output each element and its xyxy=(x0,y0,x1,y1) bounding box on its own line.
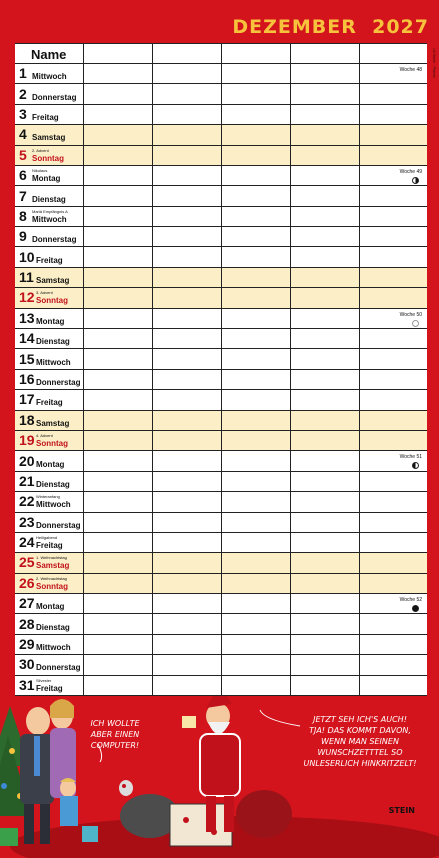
weekday-name: Samstag xyxy=(36,276,70,286)
column-divider xyxy=(152,370,153,389)
column-divider xyxy=(83,227,84,246)
column-divider xyxy=(290,533,291,552)
column-divider xyxy=(359,227,360,246)
day-row[interactable] xyxy=(15,614,427,634)
column-divider xyxy=(152,635,153,654)
weekday-name: Donnerstag xyxy=(32,235,77,245)
column-divider xyxy=(83,676,84,695)
day-number: 3 xyxy=(19,105,27,122)
column-divider xyxy=(221,207,222,226)
day-number: 5 xyxy=(19,146,27,163)
day-row[interactable] xyxy=(15,370,427,390)
column-divider xyxy=(221,84,222,103)
weekday-name: Samstag xyxy=(36,418,70,428)
weekday-name: Donnerstag xyxy=(36,377,81,387)
day-row[interactable] xyxy=(15,268,427,288)
column-divider xyxy=(83,268,84,287)
weekday-name: Sonntag xyxy=(32,153,64,163)
weekday-name: Mittwoch xyxy=(32,214,67,224)
column-divider xyxy=(359,451,360,470)
weekday-name: Donnerstag xyxy=(32,92,77,102)
column-divider xyxy=(152,125,153,144)
column-divider xyxy=(290,614,291,633)
column-divider xyxy=(83,390,84,409)
column-divider xyxy=(152,390,153,409)
column-divider xyxy=(290,553,291,572)
column-divider xyxy=(152,186,153,205)
column-divider xyxy=(221,533,222,552)
day-number: 15 xyxy=(19,350,35,367)
column-divider xyxy=(152,472,153,491)
day-number: 25 xyxy=(19,554,35,571)
day-number: 4 xyxy=(19,126,27,143)
column-divider xyxy=(359,513,360,532)
column-divider xyxy=(152,349,153,368)
holiday-label: 3. Advent xyxy=(36,290,53,296)
day-number: 20 xyxy=(19,452,35,469)
week-number: Woche 50 xyxy=(399,311,422,318)
column-divider xyxy=(221,125,222,144)
column-divider xyxy=(221,166,222,185)
weekday-name: Mittwoch xyxy=(36,357,71,367)
holiday-label: 4. Advent xyxy=(36,432,53,438)
column-divider xyxy=(152,676,153,695)
column-divider xyxy=(359,431,360,450)
weekday-name: Freitag xyxy=(36,398,63,408)
column-divider xyxy=(359,574,360,593)
holiday-label: Winteranfang xyxy=(36,494,60,500)
column-divider xyxy=(290,472,291,491)
day-number: 30 xyxy=(19,656,35,673)
day-row[interactable] xyxy=(15,349,427,369)
column-divider xyxy=(83,594,84,613)
column-divider xyxy=(83,451,84,470)
grid-header-row xyxy=(15,43,427,64)
month-title: DEZEMBER 2027 xyxy=(232,16,429,38)
day-number: 19 xyxy=(19,432,35,449)
day-row[interactable] xyxy=(15,472,427,492)
column-divider xyxy=(221,146,222,165)
column-divider xyxy=(221,227,222,246)
column-divider xyxy=(221,676,222,695)
name-column-label: Name xyxy=(31,47,67,62)
column-divider xyxy=(221,492,222,511)
column-divider xyxy=(290,574,291,593)
column-divider xyxy=(152,105,153,124)
column-divider xyxy=(290,227,291,246)
column-divider xyxy=(359,64,360,83)
weekday-name: Samstag xyxy=(32,133,66,143)
day-row[interactable] xyxy=(15,105,427,125)
column-divider xyxy=(83,370,84,389)
column-divider xyxy=(83,411,84,430)
weekday-name: Freitag xyxy=(36,683,63,693)
day-number: 21 xyxy=(19,472,35,489)
weekday-name: Freitag xyxy=(36,255,63,265)
column-divider xyxy=(152,207,153,226)
day-number: 26 xyxy=(19,574,35,591)
column-divider xyxy=(290,370,291,389)
column-divider xyxy=(152,574,153,593)
column-divider xyxy=(83,614,84,633)
column-divider xyxy=(83,186,84,205)
column-divider xyxy=(83,105,84,124)
column-divider xyxy=(152,533,153,552)
column-divider xyxy=(290,655,291,674)
column-divider xyxy=(359,146,360,165)
column-divider xyxy=(152,309,153,328)
column-divider xyxy=(221,349,222,368)
column-divider xyxy=(359,166,360,185)
day-row[interactable] xyxy=(15,431,427,451)
day-number: 10 xyxy=(19,248,35,265)
day-row[interactable] xyxy=(15,125,427,145)
column-divider xyxy=(359,288,360,307)
day-row[interactable] xyxy=(15,553,427,573)
column-divider xyxy=(359,533,360,552)
day-row[interactable] xyxy=(15,574,427,594)
holiday-label: 1. Weihnachtstag xyxy=(36,555,67,561)
column-divider xyxy=(290,207,291,226)
column-divider xyxy=(290,125,291,144)
column-divider xyxy=(221,431,222,450)
column-divider xyxy=(83,309,84,328)
column-divider xyxy=(221,594,222,613)
speech-bubble-right: JETZT SEH ICH'S AUCH! TJA! DAS KOMMT DAVON, WENN MAN SEINEN WUNSCHZETTTEL SO UNLESERLICH HINKRITZELT! xyxy=(303,715,417,768)
holiday-label: Silvester xyxy=(36,677,52,683)
weekday-name: Mittwoch xyxy=(36,500,71,510)
column-divider xyxy=(221,268,222,287)
weekday-name: Dienstag xyxy=(36,337,70,347)
day-row[interactable] xyxy=(15,655,427,675)
column-divider xyxy=(152,329,153,348)
day-row[interactable] xyxy=(15,329,427,349)
column-divider xyxy=(359,309,360,328)
weekday-name: Sonntag xyxy=(36,581,68,591)
column-divider xyxy=(83,64,84,83)
column-divider xyxy=(152,84,153,103)
column-divider xyxy=(152,268,153,287)
column-divider xyxy=(152,64,153,83)
column-divider xyxy=(290,288,291,307)
day-row[interactable] xyxy=(15,390,427,410)
day-row[interactable] xyxy=(15,533,427,553)
column-divider xyxy=(221,370,222,389)
day-row[interactable] xyxy=(15,247,427,267)
column-divider xyxy=(152,513,153,532)
day-row[interactable] xyxy=(15,513,427,533)
day-number: 11 xyxy=(19,269,34,286)
week-number: Woche 52 xyxy=(399,597,422,604)
weekday-name: Donnerstag xyxy=(36,520,81,530)
column-divider xyxy=(221,635,222,654)
column-divider xyxy=(290,451,291,470)
column-divider xyxy=(359,553,360,572)
column-divider xyxy=(359,492,360,511)
column-divider xyxy=(83,166,84,185)
day-row[interactable] xyxy=(15,146,427,166)
column-divider xyxy=(152,655,153,674)
column-divider xyxy=(221,451,222,470)
column-divider xyxy=(359,268,360,287)
day-number: 7 xyxy=(19,187,27,204)
column-divider xyxy=(83,146,84,165)
moon-phase-icon xyxy=(412,605,419,612)
column-divider xyxy=(83,553,84,572)
holiday-label: Heiligabend xyxy=(36,534,58,540)
column-divider xyxy=(359,207,360,226)
column-divider xyxy=(359,44,360,63)
column-divider xyxy=(290,411,291,430)
holiday-label: 2. Advent xyxy=(32,147,49,153)
day-number: 1 xyxy=(19,65,27,82)
column-divider xyxy=(221,513,222,532)
column-divider xyxy=(152,553,153,572)
day-row[interactable] xyxy=(15,227,427,247)
day-row[interactable] xyxy=(15,309,427,329)
week-number: Woche 48 xyxy=(399,67,422,73)
column-divider xyxy=(221,411,222,430)
weekday-name: Montag xyxy=(36,316,65,326)
weekday-name: Sonntag xyxy=(36,296,68,306)
column-divider xyxy=(152,614,153,633)
day-number: 17 xyxy=(19,391,35,408)
day-number: 9 xyxy=(19,228,27,245)
day-number: 29 xyxy=(19,636,35,653)
column-divider xyxy=(152,451,153,470)
column-divider xyxy=(359,125,360,144)
moon-phase-icon xyxy=(412,320,419,327)
day-number: 27 xyxy=(19,595,35,612)
moon-phase-icon xyxy=(412,177,419,184)
weekday-name: Samstag xyxy=(36,561,70,571)
column-divider xyxy=(359,635,360,654)
day-number: 24 xyxy=(19,534,35,551)
column-divider xyxy=(290,64,291,83)
column-divider xyxy=(221,44,222,63)
column-divider xyxy=(152,166,153,185)
column-divider xyxy=(83,349,84,368)
column-divider xyxy=(221,186,222,205)
weekday-name: Freitag xyxy=(32,112,59,122)
column-divider xyxy=(359,84,360,103)
column-divider xyxy=(221,309,222,328)
day-row[interactable] xyxy=(15,676,427,696)
column-divider xyxy=(359,614,360,633)
column-divider xyxy=(83,655,84,674)
day-row[interactable] xyxy=(15,635,427,655)
day-number: 13 xyxy=(19,309,35,326)
weekday-name: Donnerstag xyxy=(36,663,81,673)
column-divider xyxy=(290,166,291,185)
column-divider xyxy=(359,247,360,266)
column-divider xyxy=(83,472,84,491)
column-divider xyxy=(152,227,153,246)
column-divider xyxy=(221,655,222,674)
column-divider xyxy=(152,411,153,430)
cartoon-illustration xyxy=(0,696,439,858)
column-divider xyxy=(221,472,222,491)
holiday-label: 2. Weihnachtstag xyxy=(36,575,67,581)
column-divider xyxy=(152,594,153,613)
weekday-name: Dienstag xyxy=(32,194,66,204)
column-divider xyxy=(290,390,291,409)
day-number: 18 xyxy=(19,411,35,428)
column-divider xyxy=(290,594,291,613)
column-divider xyxy=(290,105,291,124)
holiday-label: Nikolaus xyxy=(32,167,48,173)
weekday-name: Mittwoch xyxy=(32,72,67,82)
weekday-name: Mittwoch xyxy=(36,643,71,653)
day-number: 6 xyxy=(19,167,27,184)
column-divider xyxy=(359,472,360,491)
column-divider xyxy=(152,146,153,165)
column-divider xyxy=(83,329,84,348)
weekday-name: Montag xyxy=(36,602,65,612)
weekday-name: Montag xyxy=(32,174,61,184)
day-row[interactable] xyxy=(15,64,427,84)
day-row[interactable] xyxy=(15,411,427,431)
column-divider xyxy=(359,411,360,430)
column-divider xyxy=(290,635,291,654)
day-row[interactable] xyxy=(15,492,427,512)
day-number: 12 xyxy=(19,289,35,306)
day-number: 22 xyxy=(19,493,35,510)
column-divider xyxy=(152,44,153,63)
column-divider xyxy=(359,349,360,368)
day-row[interactable] xyxy=(15,451,427,471)
column-divider xyxy=(221,105,222,124)
column-divider xyxy=(83,635,84,654)
day-number: 28 xyxy=(19,615,35,632)
column-divider xyxy=(83,533,84,552)
column-divider xyxy=(290,492,291,511)
column-divider xyxy=(290,329,291,348)
week-number: Woche 49 xyxy=(399,168,422,175)
holiday-label: Mariä Empfängnis A xyxy=(32,208,68,214)
column-divider xyxy=(152,492,153,511)
column-divider xyxy=(221,288,222,307)
column-divider xyxy=(290,146,291,165)
calendar-grid xyxy=(15,43,427,696)
column-divider xyxy=(83,247,84,266)
column-divider xyxy=(221,614,222,633)
column-divider xyxy=(152,247,153,266)
column-divider xyxy=(221,574,222,593)
column-divider xyxy=(152,288,153,307)
column-divider xyxy=(290,676,291,695)
column-divider xyxy=(290,431,291,450)
column-divider xyxy=(221,329,222,348)
column-divider xyxy=(359,676,360,695)
column-divider xyxy=(83,492,84,511)
column-divider xyxy=(359,105,360,124)
day-row[interactable] xyxy=(15,288,427,308)
weekday-name: Dienstag xyxy=(36,622,70,632)
column-divider xyxy=(83,431,84,450)
week-number: Woche 51 xyxy=(399,454,422,461)
day-row[interactable] xyxy=(15,207,427,227)
artist-signature: STEIN xyxy=(388,806,415,815)
day-row[interactable] xyxy=(15,166,427,186)
moon-phase-icon xyxy=(412,462,419,469)
column-divider xyxy=(290,309,291,328)
day-row[interactable] xyxy=(15,594,427,614)
column-divider xyxy=(290,84,291,103)
day-number: 8 xyxy=(19,207,27,224)
column-divider xyxy=(152,431,153,450)
day-number: 31 xyxy=(19,676,35,693)
column-divider xyxy=(83,125,84,144)
day-row[interactable] xyxy=(15,84,427,104)
day-number: 23 xyxy=(19,513,35,530)
weekday-name: Freitag xyxy=(36,541,63,551)
column-divider xyxy=(221,247,222,266)
column-divider xyxy=(83,288,84,307)
column-divider xyxy=(359,655,360,674)
weekday-name: Montag xyxy=(36,459,65,469)
column-divider xyxy=(290,44,291,63)
day-number: 2 xyxy=(19,85,27,102)
column-divider xyxy=(359,329,360,348)
column-divider xyxy=(221,390,222,409)
calendar-header xyxy=(0,0,439,42)
column-divider xyxy=(83,84,84,103)
column-divider xyxy=(83,44,84,63)
weekday-name: Sonntag xyxy=(36,439,68,449)
speech-bubble-left: ICH WOLLTE ABER EINEN COMPUTER! xyxy=(90,719,140,750)
column-divider xyxy=(221,64,222,83)
column-divider xyxy=(359,186,360,205)
column-divider xyxy=(221,553,222,572)
column-divider xyxy=(290,349,291,368)
column-divider xyxy=(359,390,360,409)
column-divider xyxy=(290,513,291,532)
column-divider xyxy=(290,247,291,266)
day-number: 14 xyxy=(19,330,35,347)
side-credit-text: Uli Stein · Planer xyxy=(432,48,437,79)
column-divider xyxy=(83,207,84,226)
column-divider xyxy=(83,574,84,593)
column-divider xyxy=(290,186,291,205)
column-divider xyxy=(359,370,360,389)
weekday-name: Dienstag xyxy=(36,479,70,489)
column-divider xyxy=(359,594,360,613)
day-number: 16 xyxy=(19,370,35,387)
day-row[interactable] xyxy=(15,186,427,206)
column-divider xyxy=(83,513,84,532)
column-divider xyxy=(290,268,291,287)
